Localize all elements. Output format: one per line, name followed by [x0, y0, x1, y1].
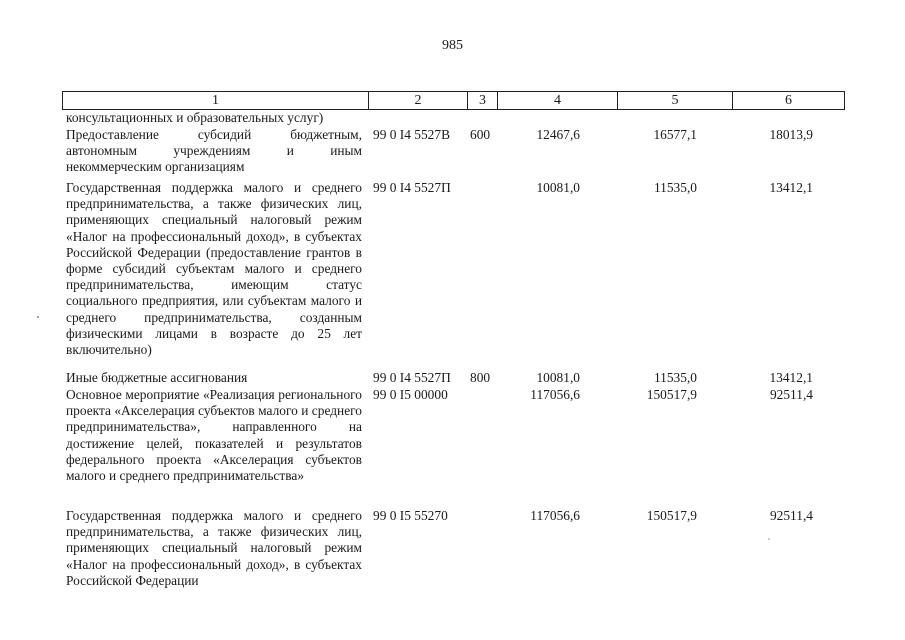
row-value-4: 117056,6 — [530, 508, 580, 523]
row-code: 99 0 I5 55270 — [373, 508, 448, 523]
row-code: 99 0 I4 5527П — [373, 180, 451, 195]
row-description: Иные бюджетные ассигнования — [66, 370, 248, 385]
row-code: 99 0 I5 00000 — [373, 387, 448, 402]
row-value-5: 11535,0 — [653, 180, 697, 195]
row-group: 800 — [470, 370, 491, 385]
header-col-6: 6 — [785, 93, 792, 108]
page-number: 985 — [442, 38, 463, 53]
header-col-5: 5 — [618, 92, 733, 109]
row-value-5: 150517,9 — [646, 387, 697, 402]
header-col-2: 2 — [369, 92, 468, 109]
row-value-4: 12467,6 — [536, 127, 580, 142]
row-code: 99 0 I4 5527В — [373, 127, 450, 142]
row-description: Государственная поддержка малого и среднего предпринимательства, а также физических лиц, применяющих специальный налоговый режим «Налог на профессиональный доход», в субъектах Российской Федерации — [66, 508, 362, 588]
scan-speck — [37, 316, 39, 318]
row-value-5: 150517,9 — [646, 508, 697, 523]
row-value-6: 13412,1 — [769, 180, 813, 195]
row-description: Предоставление субсидий бюджетным, автономным учреждениям и иным некоммерческим организациям — [66, 127, 362, 175]
table-header — [62, 91, 845, 110]
row-description: Основное мероприятие «Реализация регионального проекта «Акселерация субъектов малого и среднего предпринимательства», направленного на достижение целей, показателей и результатов федерального проекта «Акселерация субъектов малого и среднего предпринимательства» — [66, 387, 362, 484]
row-value-4: 117056,6 — [530, 387, 580, 402]
header-col-1: 1 — [63, 92, 369, 109]
row-description: Государственная поддержка малого и среднего предпринимательства, а также физических лиц, применяющих специальный налоговый режим «Налог на профессиональный доход», в субъектах Российской Федерации (предоставление грантов в форме субсидий субъектам малого и среднего предпринимательства, имеющим статус социального предприятия, или субъектам малого и среднего предпринимательства, созданным физическими лицами в возрасте до 25 лет включительно) — [66, 180, 362, 358]
row-group: 600 — [470, 127, 491, 142]
header-col-3: 3 — [468, 92, 498, 109]
row-value-6: 18013,9 — [769, 127, 813, 142]
row-value-6: 13412,1 — [769, 370, 813, 385]
scan-speck — [768, 538, 770, 540]
row-value-4: 10081,0 — [536, 180, 580, 195]
row-value-5: 16577,1 — [653, 127, 697, 142]
row-value-5: 11535,0 — [653, 370, 697, 385]
row-description: консультационных и образовательных услуг) — [66, 110, 324, 125]
row-value-6: 92511,4 — [769, 508, 813, 523]
row-code: 99 0 I4 5527П — [373, 370, 451, 385]
row-value-6: 92511,4 — [769, 387, 813, 402]
row-value-4: 10081,0 — [536, 370, 580, 385]
header-col-4: 4 — [498, 92, 618, 109]
